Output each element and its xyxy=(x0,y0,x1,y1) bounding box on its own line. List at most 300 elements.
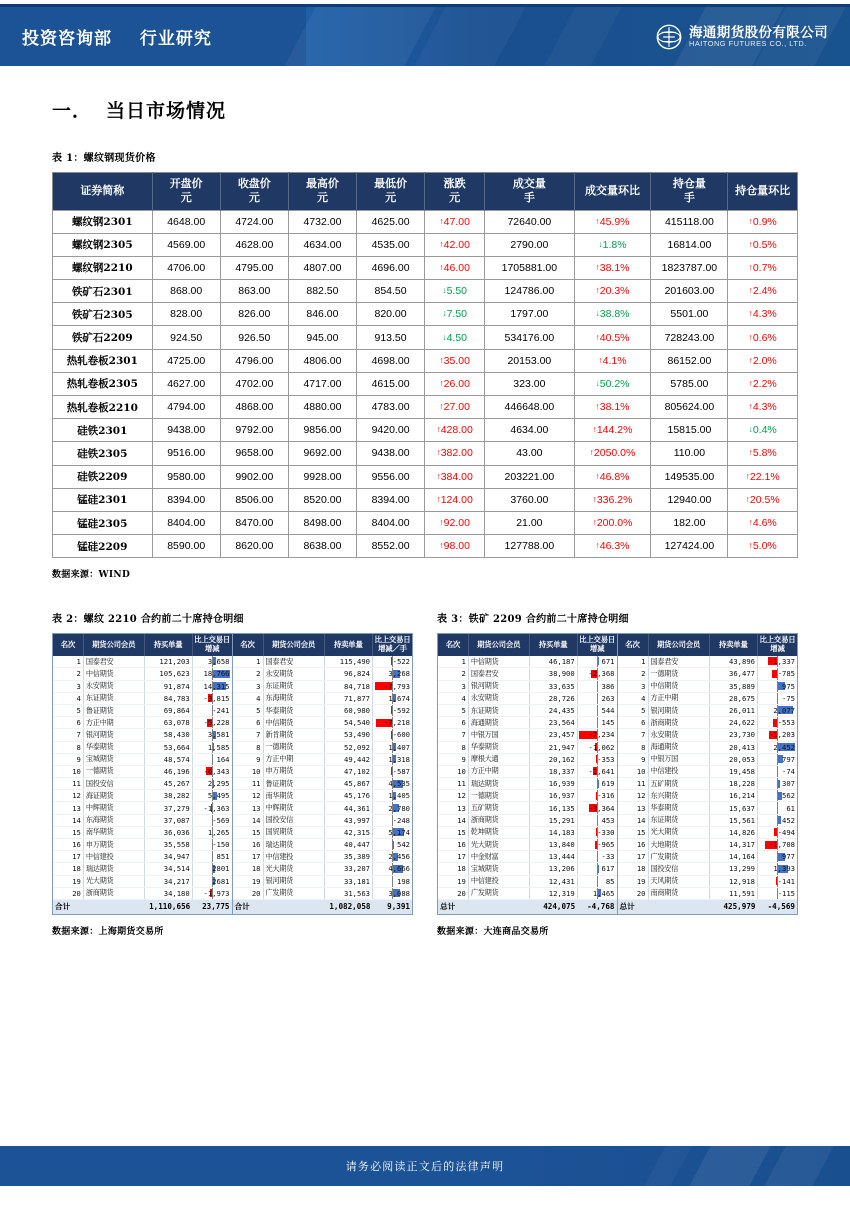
cell-change-value: -965 xyxy=(597,840,614,849)
cell-change-value: -330 xyxy=(597,828,614,837)
cell-change-with-bar xyxy=(372,741,412,753)
cell-firm-name: 光大期货 xyxy=(468,839,529,851)
col-label-volume-chg: 成交量环比 xyxy=(585,184,640,197)
cell-change-value: 14,315 xyxy=(204,682,230,691)
cell-change-value: 619 xyxy=(602,779,615,788)
cell-volume: 14,826 xyxy=(709,826,757,838)
cell-volume-change: ↑46.8% xyxy=(574,465,651,488)
cell-firm-name: 新肯期货 xyxy=(263,729,324,741)
cell-rank: 8 xyxy=(233,741,264,753)
cell-rank: 1 xyxy=(53,656,83,668)
cell-change-with-bar xyxy=(192,692,231,704)
table2-source: 数据来源：上海期货交易所 xyxy=(52,924,413,937)
table-row xyxy=(438,729,617,741)
table2-sell-side xyxy=(233,634,413,913)
cell-firm-name: 海证期货 xyxy=(83,790,144,802)
cell-change-value: -522 xyxy=(393,657,410,666)
cell-security-name: 铁矿石2305 xyxy=(53,303,153,326)
cell-firm-name: 广发期货 xyxy=(263,887,324,899)
col-unit-oi: 手 xyxy=(653,191,725,205)
cell-change-value: -3,364 xyxy=(589,804,615,813)
cell-change-with-bar xyxy=(372,704,412,716)
cell-change-value: 386 xyxy=(602,682,615,691)
table3-sell-body xyxy=(618,656,798,900)
col-label-open: 开盘价 xyxy=(170,177,203,190)
cell-oi-change: ↑0.5% xyxy=(728,233,798,256)
cell-volume: 43.00 xyxy=(485,442,574,465)
table2-wrapper xyxy=(52,633,413,914)
arrow-down-icon: ↓ xyxy=(442,285,446,295)
holdings-tables-row xyxy=(52,610,798,936)
table-row xyxy=(233,826,413,838)
cell-open-interest: 149535.00 xyxy=(651,465,728,488)
cell-change-with-bar xyxy=(757,692,797,704)
cell-change-with-bar xyxy=(577,765,616,777)
cell-change-with-bar xyxy=(757,668,797,680)
cell-volume-change: ↓38.8% xyxy=(574,303,651,326)
cell-firm-name: 申万期货 xyxy=(263,765,324,777)
cell-change-value: -241 xyxy=(212,706,229,715)
table-row xyxy=(438,717,617,729)
table-row xyxy=(618,887,798,899)
cell-firm-name: 浙商期货 xyxy=(468,814,529,826)
cell-change-with-bar xyxy=(757,863,797,875)
cell-rank: 4 xyxy=(53,692,83,704)
page-body xyxy=(0,96,850,937)
cell-change-with-bar xyxy=(757,887,797,899)
cell-open-interest: 415118.00 xyxy=(651,210,728,233)
cell-volume: 44,361 xyxy=(324,802,372,814)
table-row xyxy=(618,875,798,887)
cell-open-price: 868.00 xyxy=(152,280,220,303)
cell-volume-change: ↑336.2% xyxy=(574,488,651,511)
th-change: 比上交易日增减 xyxy=(192,634,231,655)
cell-volume: 12,319 xyxy=(529,887,577,899)
col-label-change: 涨跌 xyxy=(444,177,466,190)
cell-volume: 534176.00 xyxy=(485,326,574,349)
cell-change-value: -2,368 xyxy=(589,669,615,678)
table-row xyxy=(438,692,617,704)
arrow-up-icon: ↑ xyxy=(595,332,599,342)
cell-change: ↓4.50 xyxy=(425,326,485,349)
cell-change-with-bar xyxy=(757,839,797,851)
cell-security-name: 锰硅2209 xyxy=(53,535,153,558)
cell-change-with-bar xyxy=(372,851,412,863)
cell-change-with-bar xyxy=(192,753,231,765)
cell-open-interest: 182.00 xyxy=(651,511,728,534)
table-row xyxy=(438,814,617,826)
cell-change-value: 61 xyxy=(786,804,795,813)
cell-change-with-bar xyxy=(577,875,616,887)
col-header-volume-chg xyxy=(574,173,651,211)
table-row xyxy=(438,863,617,875)
cell-change-with-bar xyxy=(577,814,616,826)
cell-volume: 14,317 xyxy=(709,839,757,851)
total-volume: 1,082,058 xyxy=(324,899,372,913)
cell-change-with-bar xyxy=(757,790,797,802)
cell-close-price: 863.00 xyxy=(220,280,288,303)
cell-change-value: 617 xyxy=(602,864,615,873)
cell-open-price: 9580.00 xyxy=(152,465,220,488)
table3-sell-total xyxy=(618,899,798,913)
table-row xyxy=(233,790,413,802)
cell-change-with-bar xyxy=(372,826,412,838)
cell-open-interest: 5501.00 xyxy=(651,303,728,326)
table-row xyxy=(233,741,413,753)
table-row xyxy=(618,729,798,741)
cell-change-with-bar xyxy=(192,656,231,668)
table2-block xyxy=(52,610,413,936)
cell-change-with-bar xyxy=(577,753,616,765)
cell-change-value: -1,062 xyxy=(589,743,615,752)
cell-change-value: -141 xyxy=(778,877,795,886)
arrow-up-icon: ↑ xyxy=(749,262,753,272)
cell-rank: 5 xyxy=(53,704,83,716)
cell-rank: 8 xyxy=(438,741,468,753)
cell-volume-change: ↓1.8% xyxy=(574,233,651,256)
arrow-down-icon: ↓ xyxy=(442,308,446,318)
cell-change-value: 1,393 xyxy=(773,864,795,873)
table-row xyxy=(233,863,413,875)
cell-firm-name: 国泰君安 xyxy=(83,656,144,668)
cell-rank: 7 xyxy=(233,729,264,741)
cell-oi-change: ↑2.0% xyxy=(728,349,798,372)
cell-change-value: -33 xyxy=(602,852,615,861)
cell-volume: 52,092 xyxy=(324,741,372,753)
cell-rank: 14 xyxy=(438,814,468,826)
table-row xyxy=(53,372,798,395)
table3-caption: 表 3：铁矿 2209 合约前二十席持仓明细 xyxy=(437,610,798,625)
cell-oi-change: ↑0.9% xyxy=(728,210,798,233)
th-rank: 名次 xyxy=(233,634,264,655)
cell-firm-name: 东证期货 xyxy=(468,704,529,716)
cell-change-with-bar xyxy=(372,863,412,875)
cell-firm-name: 五矿期货 xyxy=(648,778,709,790)
cell-volume: 15,637 xyxy=(709,802,757,814)
cell-volume: 21.00 xyxy=(485,511,574,534)
cell-firm-name: 中辉期货 xyxy=(83,802,144,814)
section-title-text: 当日市场情况 xyxy=(106,100,226,122)
cell-rank: 8 xyxy=(53,741,83,753)
cell-change-with-bar xyxy=(372,887,412,899)
cell-open-interest: 805624.00 xyxy=(651,396,728,419)
cell-rank: 16 xyxy=(618,839,649,851)
bar-axis xyxy=(597,876,598,887)
table-row xyxy=(53,814,232,826)
table-row xyxy=(53,778,232,790)
cell-rank: 6 xyxy=(53,717,83,729)
table-row xyxy=(618,717,798,729)
cell-volume: 84,718 xyxy=(324,680,372,692)
cell-oi-change: ↑2.2% xyxy=(728,372,798,395)
cell-volume: 46,187 xyxy=(529,656,577,668)
cell-firm-name: 银河期货 xyxy=(263,875,324,887)
cell-firm-name: 永安期货 xyxy=(263,668,324,680)
table-row xyxy=(438,802,617,814)
cell-firm-name: 光大期货 xyxy=(648,826,709,838)
cell-volume: 53,490 xyxy=(324,729,372,741)
cell-volume: 45,867 xyxy=(324,778,372,790)
cell-firm-name: 中信建投 xyxy=(468,875,529,887)
cell-volume-change: ↑4.1% xyxy=(574,349,651,372)
cell-change-value: -3,815 xyxy=(204,694,230,703)
cell-open-price: 8404.00 xyxy=(152,511,220,534)
cell-change-with-bar xyxy=(192,887,231,899)
arrow-up-icon: ↑ xyxy=(436,494,440,504)
cell-firm-name: 南华期货 xyxy=(83,826,144,838)
cell-change: ↑428.00 xyxy=(425,419,485,442)
cell-firm-name: 中银万国 xyxy=(648,753,709,765)
cell-open-interest: 1823787.00 xyxy=(651,256,728,279)
th-sell-vol: 持卖单量 xyxy=(324,634,372,655)
cell-change-with-bar xyxy=(372,680,412,692)
bar-axis xyxy=(212,851,213,862)
cell-change-with-bar xyxy=(577,863,616,875)
cell-close-price: 4796.00 xyxy=(220,349,288,372)
bar-axis xyxy=(392,839,393,850)
cell-volume: 21,947 xyxy=(529,741,577,753)
cell-change-with-bar xyxy=(192,680,231,692)
cell-change-with-bar xyxy=(757,717,797,729)
cell-firm-name: 海通期货 xyxy=(468,717,529,729)
cell-rank: 3 xyxy=(53,680,83,692)
cell-volume: 34,947 xyxy=(144,851,192,863)
cell-volume: 42,315 xyxy=(324,826,372,838)
cell-change-with-bar xyxy=(577,729,616,741)
cell-open-price: 924.50 xyxy=(152,326,220,349)
cell-rank: 13 xyxy=(53,802,83,814)
cell-volume: 1797.00 xyxy=(485,303,574,326)
cell-firm-name: 方正中期 xyxy=(468,765,529,777)
cell-change-value: 85 xyxy=(606,877,615,886)
cell-firm-name: 中信建投 xyxy=(648,765,709,777)
table2-caption: 表 2：螺纹 2210 合约前二十席持仓明细 xyxy=(52,610,413,625)
table3-buy-side xyxy=(438,634,618,913)
cell-firm-name: 银河期货 xyxy=(468,680,529,692)
arrow-up-icon: ↑ xyxy=(749,517,753,527)
bar-axis xyxy=(597,778,598,789)
cell-volume-change: ↓50.2% xyxy=(574,372,651,395)
table-row xyxy=(233,753,413,765)
col-header-high xyxy=(288,173,356,211)
arrow-up-icon: ↑ xyxy=(749,332,753,342)
table3-buy-total xyxy=(438,899,617,913)
cell-change-with-bar xyxy=(372,692,412,704)
cell-rank: 2 xyxy=(438,668,468,680)
cell-change-value: 4,666 xyxy=(388,864,410,873)
table-row xyxy=(618,814,798,826)
bar-axis xyxy=(777,778,778,789)
cell-rank: 10 xyxy=(618,765,649,777)
table3-buy-table xyxy=(438,634,617,913)
cell-open-price: 9516.00 xyxy=(152,442,220,465)
arrow-up-icon: ↑ xyxy=(595,262,599,272)
cell-rank: 13 xyxy=(233,802,264,814)
cell-volume: 49,442 xyxy=(324,753,372,765)
col-header-oi xyxy=(651,173,728,211)
cell-close-price: 4628.00 xyxy=(220,233,288,256)
cell-low-price: 8404.00 xyxy=(357,511,425,534)
cell-security-name: 螺纹钢2305 xyxy=(53,233,153,256)
cell-change-with-bar xyxy=(577,790,616,802)
cell-firm-name: 银河期货 xyxy=(83,729,144,741)
arrow-up-icon: ↑ xyxy=(749,285,753,295)
table-row xyxy=(438,704,617,716)
cell-change-with-bar xyxy=(372,802,412,814)
cell-firm-name: 中信期货 xyxy=(263,717,324,729)
cell-change-value: 5,495 xyxy=(208,791,230,800)
cell-change: ↑124.00 xyxy=(425,488,485,511)
cell-volume: 18,337 xyxy=(529,765,577,777)
total-change: -4,569 xyxy=(757,899,797,913)
cell-change: ↑384.00 xyxy=(425,465,485,488)
table-row xyxy=(438,851,617,863)
table-row xyxy=(233,851,413,863)
cell-rank: 17 xyxy=(233,851,264,863)
cell-change-value: -1,337 xyxy=(769,657,795,666)
table1-source: 数据来源：WIND xyxy=(52,567,798,580)
table3-sell-header xyxy=(618,634,798,655)
cell-rank: 4 xyxy=(438,692,468,704)
table-row xyxy=(233,680,413,692)
cell-high-price: 8498.00 xyxy=(288,511,356,534)
cell-firm-name: 中辉期货 xyxy=(263,802,324,814)
cell-firm-name: 华泰期货 xyxy=(263,704,324,716)
table-row xyxy=(53,765,232,777)
cell-change: ↑382.00 xyxy=(425,442,485,465)
cell-high-price: 4717.00 xyxy=(288,372,356,395)
cell-firm-name: 广发期货 xyxy=(468,887,529,899)
cell-rank: 15 xyxy=(438,826,468,838)
bar-axis xyxy=(597,681,598,692)
cell-volume: 36,477 xyxy=(709,668,757,680)
cell-high-price: 8520.00 xyxy=(288,488,356,511)
cell-volume: 43,896 xyxy=(709,656,757,668)
cell-change-value: -600 xyxy=(393,730,410,739)
cell-volume: 13,444 xyxy=(529,851,577,863)
bar-axis xyxy=(777,693,778,704)
cell-oi-change: ↑20.5% xyxy=(728,488,798,511)
cell-change-with-bar xyxy=(577,692,616,704)
arrow-up-icon: ↑ xyxy=(595,401,599,411)
cell-change-with-bar xyxy=(577,680,616,692)
cell-change-value: 198 xyxy=(397,877,410,886)
col-label-volume: 成交量 xyxy=(513,177,546,190)
cell-change-with-bar xyxy=(192,875,231,887)
cell-firm-name: 永安期货 xyxy=(648,729,709,741)
cell-change-with-bar xyxy=(372,668,412,680)
cell-volume: 3760.00 xyxy=(485,488,574,511)
table3-source: 数据来源：大连商品交易所 xyxy=(437,924,798,937)
table-row xyxy=(53,717,232,729)
col-header-change xyxy=(425,173,485,211)
cell-change-value: 2681 xyxy=(212,877,229,886)
table-row xyxy=(53,839,232,851)
cell-change-value: 3,088 xyxy=(388,889,410,898)
col-header-security xyxy=(53,173,153,211)
cell-low-price: 913.50 xyxy=(357,326,425,349)
cell-oi-change: ↑5.8% xyxy=(728,442,798,465)
cell-rank: 8 xyxy=(618,741,649,753)
cell-volume: 124786.00 xyxy=(485,280,574,303)
table-row xyxy=(618,692,798,704)
cell-firm-name: 浙商期货 xyxy=(648,717,709,729)
cell-rank: 6 xyxy=(438,717,468,729)
cell-firm-name: 东海期货 xyxy=(263,692,324,704)
cell-change-value: 263 xyxy=(602,694,615,703)
col-header-volume xyxy=(485,173,574,211)
cell-oi-change: ↑22.1% xyxy=(728,465,798,488)
total-volume: 424,075 xyxy=(529,899,577,913)
cell-change-value: 977 xyxy=(782,852,795,861)
cell-change-value: 1,585 xyxy=(208,743,230,752)
cell-firm-name: 瑞达期货 xyxy=(83,863,144,875)
cell-oi-change: ↑0.7% xyxy=(728,256,798,279)
table-row xyxy=(53,863,232,875)
cell-change-with-bar xyxy=(577,656,616,668)
cell-change-value: -1,203 xyxy=(769,730,795,739)
cell-volume: 13,206 xyxy=(529,863,577,875)
cell-change-with-bar xyxy=(757,704,797,716)
cell-rank: 15 xyxy=(233,826,264,838)
table-row xyxy=(438,826,617,838)
cell-rank: 7 xyxy=(53,729,83,741)
cell-high-price: 9928.00 xyxy=(288,465,356,488)
arrow-up-icon: ↑ xyxy=(439,355,443,365)
cell-volume: 2790.00 xyxy=(485,233,574,256)
cell-volume: 63,078 xyxy=(144,717,192,729)
cell-change-value: -7,793 xyxy=(384,682,410,691)
table1-header-row xyxy=(53,173,798,211)
cell-change-value: 452 xyxy=(782,816,795,825)
cell-firm-name: 一德期货 xyxy=(83,765,144,777)
cell-open-price: 4648.00 xyxy=(152,210,220,233)
cell-rank: 4 xyxy=(618,692,649,704)
table-row xyxy=(233,839,413,851)
cell-change-with-bar xyxy=(192,839,231,851)
cell-high-price: 9692.00 xyxy=(288,442,356,465)
cell-rank: 7 xyxy=(618,729,649,741)
cell-change-with-bar xyxy=(577,839,616,851)
table-row xyxy=(53,753,232,765)
table-row xyxy=(53,303,798,326)
cell-rank: 4 xyxy=(233,692,264,704)
arrow-up-icon: ↑ xyxy=(595,285,599,295)
arrow-up-icon: ↑ xyxy=(439,517,443,527)
cell-change-value: 5,174 xyxy=(388,828,410,837)
cell-change-with-bar xyxy=(192,668,231,680)
cell-rank: 1 xyxy=(438,656,468,668)
section-heading xyxy=(52,96,798,123)
cell-oi-change: ↑5.0% xyxy=(728,535,798,558)
cell-change-value: 544 xyxy=(602,706,615,715)
arrow-up-icon: ↑ xyxy=(593,494,597,504)
cell-change-value: -592 xyxy=(393,706,410,715)
cell-close-price: 9658.00 xyxy=(220,442,288,465)
cell-volume: 35,389 xyxy=(324,851,372,863)
page-footer xyxy=(0,1146,850,1186)
cell-firm-name: 东证期货 xyxy=(83,692,144,704)
col-unit-high: 元 xyxy=(291,191,354,205)
cell-change: ↑92.00 xyxy=(425,511,485,534)
table-row xyxy=(53,729,232,741)
table-row xyxy=(618,765,798,777)
cell-rank: 12 xyxy=(438,790,468,802)
th-sell-vol: 持卖单量 xyxy=(709,634,757,655)
cell-volume: 54,540 xyxy=(324,717,372,729)
table1-caption: 表 1：螺纹钢现货价格 xyxy=(52,149,798,164)
arrow-up-icon: ↑ xyxy=(746,471,750,481)
